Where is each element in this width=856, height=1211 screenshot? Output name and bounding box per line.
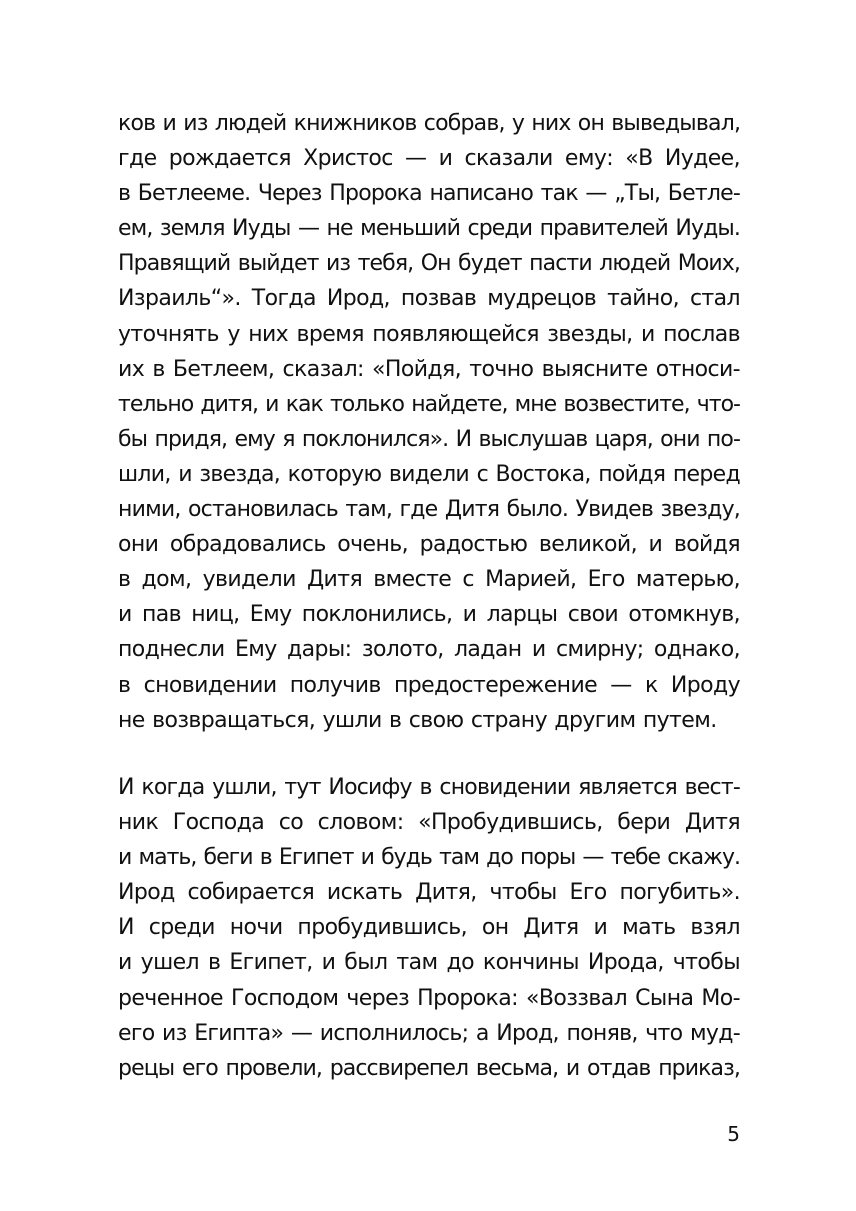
text-line: тельно дитя, и как только найдете, мне возвестите, что- xyxy=(118,391,740,417)
text-line: ник Господа со словом: «Пробудившись, бери Дитя xyxy=(118,810,740,836)
text-line: и мать, беги в Египет и будь там до поры — тебе скажу. xyxy=(118,845,740,871)
text-line: уточнять у них время появляющейся звезды, и послав xyxy=(118,321,740,347)
text-line: в сновидении получив предостережение — к Ироду xyxy=(118,672,740,698)
paragraph-2 xyxy=(118,770,740,1086)
text-line: ними, остановилась там, где Дитя было. Увидев звезду, xyxy=(118,497,740,523)
text-line: в дом, увидели Дитя вместе с Марией, Его матерью, xyxy=(118,567,740,593)
text-line: ков и из людей книжников собрав, у них он выведывал, xyxy=(118,111,741,136)
text-line: рецы его провели, рассвирепел весьма, и отдав приказ, xyxy=(118,1055,740,1081)
text-line: ем, земля Иуды — не меньший среди правителей Иуды. xyxy=(118,216,740,242)
text-line: их в Бетлеем, сказал: «Пойдя, точно выясните относи- xyxy=(118,356,740,382)
text-line: и пав ниц, Ему поклонились, и ларцы свои отомкнув, xyxy=(118,602,740,628)
text-line: где рождается Христос — и сказали ему: «В Иудее, xyxy=(118,146,740,172)
text-line: поднесли Ему дары: золото, ладан и смирну; однако, xyxy=(118,637,740,663)
paragraph-1 xyxy=(118,106,740,738)
text-line: реченное Господом через Пророка: «Воззвал Сына Мо- xyxy=(118,985,740,1011)
text-line: шли, и звезда, которую видели с Востока, пойдя перед xyxy=(118,461,740,487)
text-line: И среди ночи пробудившись, он Дитя и мать взял xyxy=(118,915,740,941)
text-line: они обрадовались очень, радостью великой, и войдя xyxy=(118,532,740,558)
text-line: Израиль“». Тогда Ирод, позвав мудрецов тайно, стал xyxy=(118,286,740,312)
text-line: не возвращаться, ушли в свою страну другим путем. xyxy=(118,707,717,733)
text-line: бы придя, ему я поклонился». И выслушав царя, они по- xyxy=(118,426,740,452)
text-line: Ирод собирается искать Дитя, чтобы Его погубить». xyxy=(118,880,740,906)
text-line: его из Египта» — исполнилось; а Ирод, поняв, что муд- xyxy=(118,1020,740,1046)
text-line: Правящий выйдет из тебя, Он будет пасти людей Моих, xyxy=(118,251,740,277)
text-line: и ушел в Египет, и был там до кончины Ирода, чтобы xyxy=(118,950,740,976)
text-line: в Бетлееме. Через Пророка написано так — „Ты, Бетле- xyxy=(118,181,740,207)
text-line: И когда ушли, тут Иосифу в сновидении является вест- xyxy=(118,775,740,800)
page-number: 5 xyxy=(727,1122,740,1146)
